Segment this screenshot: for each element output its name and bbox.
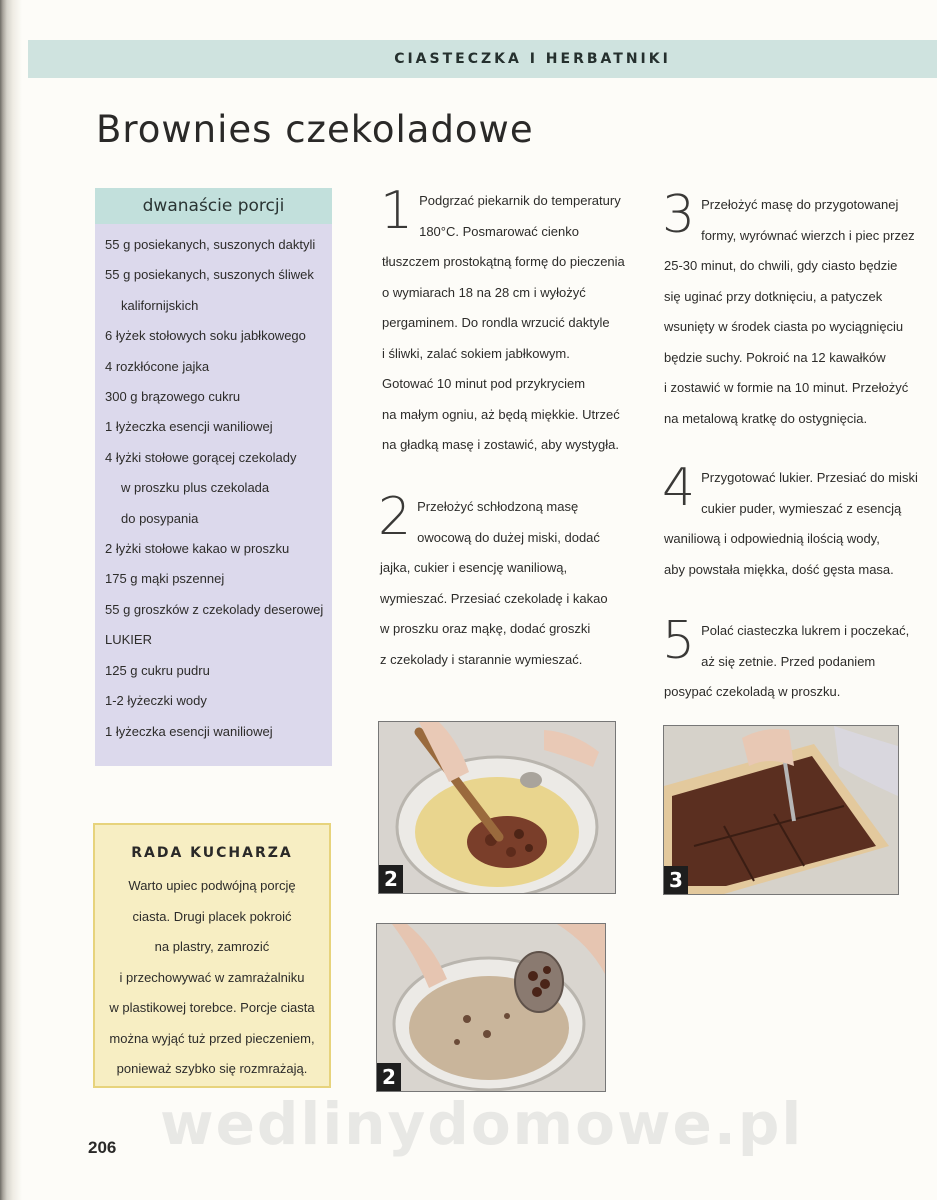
step-line: na metalową kratkę do ostygnięcia. (664, 410, 868, 426)
step-line: Polać ciasteczka lukrem i poczekać, (701, 623, 910, 638)
watermark: wedlinydomowe.pl (160, 1090, 804, 1158)
step-badge: 2 (379, 865, 403, 893)
chips-bowl-illustration (377, 924, 605, 1091)
step-badge: 3 (664, 866, 688, 894)
tip-line: Warto upiec podwójną porcję (128, 878, 296, 893)
ingredient-item: 4 rozkłócone jajka (105, 358, 210, 374)
ingredients-box (95, 188, 332, 766)
tip-line: ponieważ szybko się rozmrażają. (116, 1061, 308, 1076)
step-line: o wymiarach 18 na 28 cm i wyłożyć (382, 284, 586, 300)
mixing-bowl-illustration (379, 722, 615, 893)
ingredient-item: 1 łyżeczka esencji waniliowej (105, 419, 273, 435)
step-number: 4 (662, 458, 696, 518)
step-number: 5 (662, 611, 696, 671)
step-line: pergaminem. Do rondla wrzucić daktyle (382, 315, 610, 330)
section-header-band (28, 40, 937, 78)
step-line: w proszku oraz mąkę, dodać groszki (380, 621, 591, 636)
step-3 (662, 185, 930, 434)
ingredient-item: 55 g posiekanych, suszonych daktyli (105, 237, 316, 252)
step-4 (662, 458, 930, 585)
tip-title: RADA KUCHARZA (131, 845, 293, 861)
step-line: będzie suchy. Pokroić na 12 kawałków (664, 349, 886, 365)
step-line: Podgrzać piekarnik do temperatury (419, 193, 621, 208)
step-line: wymieszać. Przesiać czekoladę i kakao (380, 590, 608, 606)
photo-step-2-adding-chips (376, 923, 606, 1092)
step-line: waniliową i odpowiednią ilością wody, (664, 531, 880, 546)
step-line: cukier puder, wymieszać z esencją (701, 500, 902, 516)
photo-step-2-mixing (378, 721, 616, 894)
step-line: owocową do dużej miski, dodać (417, 529, 600, 545)
section-title: CIASTECZKA I HERBATNIKI (394, 51, 671, 67)
step-line: na małym ogniu, aż będą miękkie. Utrzeć (382, 406, 620, 422)
servings-heading: dwanaście porcji (95, 188, 332, 224)
step-line: Przełożyć schłodzoną masę (417, 499, 579, 514)
step-badge: 2 (377, 1063, 401, 1091)
step-5 (662, 611, 930, 708)
step-line: formy, wyrównać wierzch i piec przez (701, 227, 915, 243)
ingredients-list (95, 230, 332, 747)
tip-line: można wyjąć tuż przed pieczeniem, (109, 1030, 315, 1046)
tip-line: w plastikowej torebce. Porcje ciasta (109, 1000, 315, 1015)
step-line: na gładką masę i zostawić, aby wystygła. (382, 437, 619, 452)
tip-body (105, 871, 319, 1085)
step-line: 25-30 minut, do chwili, gdy ciasto będzie (664, 258, 898, 273)
step-line: Przełożyć masę do przygotowanej (701, 197, 899, 212)
ingredient-item: 300 g brązowego cukru (105, 389, 241, 405)
tip-line: i przechowywać w zamrażalniku (119, 969, 305, 985)
step-line: i zostawić w formie na 10 minut. Przełożyć (664, 380, 909, 395)
ingredient-item: 1-2 łyżeczki wody (105, 693, 207, 709)
page-number: 206 (88, 1138, 117, 1157)
ingredient-item: 55 g posiekanych, suszonych śliwek (105, 267, 314, 283)
step-line: posypać czekoladą w proszku. (664, 684, 841, 699)
step-2 (378, 487, 642, 675)
ingredient-item: 1 łyżeczka esencji waniliowej (105, 723, 273, 739)
ingredient-item: kalifornijskich (121, 297, 199, 313)
step-line: tłuszczem prostokątną formę do pieczenia (382, 254, 625, 269)
tip-line: ciasta. Drugi placek pokroić (132, 908, 292, 924)
ingredient-item: do posypania (121, 510, 199, 526)
tip-line: na plastry, zamrozić (154, 939, 270, 954)
step-1 (380, 181, 644, 461)
page-binding-edge (0, 0, 22, 1200)
step-line: Gotować 10 minut pod przykryciem (382, 376, 586, 391)
step-line: 180°C. Posmarować cienko (419, 223, 579, 239)
ingredient-item: 2 łyżki stołowe kakao w proszku (105, 541, 290, 557)
ingredient-item: 175 g mąki pszennej (105, 571, 225, 587)
step-number: 2 (378, 487, 412, 547)
step-line: wsunięty w środek ciasta po wyciągnięciu (664, 319, 904, 334)
step-line: z czekolady i starannie wymieszać. (380, 651, 583, 667)
step-line: jajka, cukier i esencję waniliową, (380, 560, 568, 575)
cook-tip-box (93, 823, 331, 1088)
step-number: 3 (662, 185, 696, 245)
ingredient-item: LUKIER (105, 632, 152, 648)
recipe-title: Brownies czekoladowe (96, 108, 534, 151)
photo-step-3-cutting (663, 725, 899, 895)
step-line: aby powstała miękka, dość gęsta masa. (664, 561, 894, 577)
ingredient-item: 4 łyżki stołowe gorącej czekolady (105, 449, 297, 465)
step-number: 1 (380, 181, 414, 241)
step-line: aż się zetnie. Przed podaniem (701, 653, 876, 669)
ingredient-item: w proszku plus czekolada (121, 480, 270, 496)
ingredient-item: 6 łyżek stołowych soku jabłkowego (105, 328, 306, 344)
step-line: się uginać przy dotknięciu, a patyczek (664, 288, 883, 304)
ingredient-item: 125 g cukru pudru (105, 662, 210, 678)
ingredient-item: 55 g groszków z czekolady deserowej (105, 601, 324, 617)
brownie-tray-illustration (664, 726, 898, 894)
step-line: Przygotować lukier. Przesiać do miski (701, 470, 918, 485)
step-line: i śliwki, zalać sokiem jabłkowym. (382, 345, 570, 361)
